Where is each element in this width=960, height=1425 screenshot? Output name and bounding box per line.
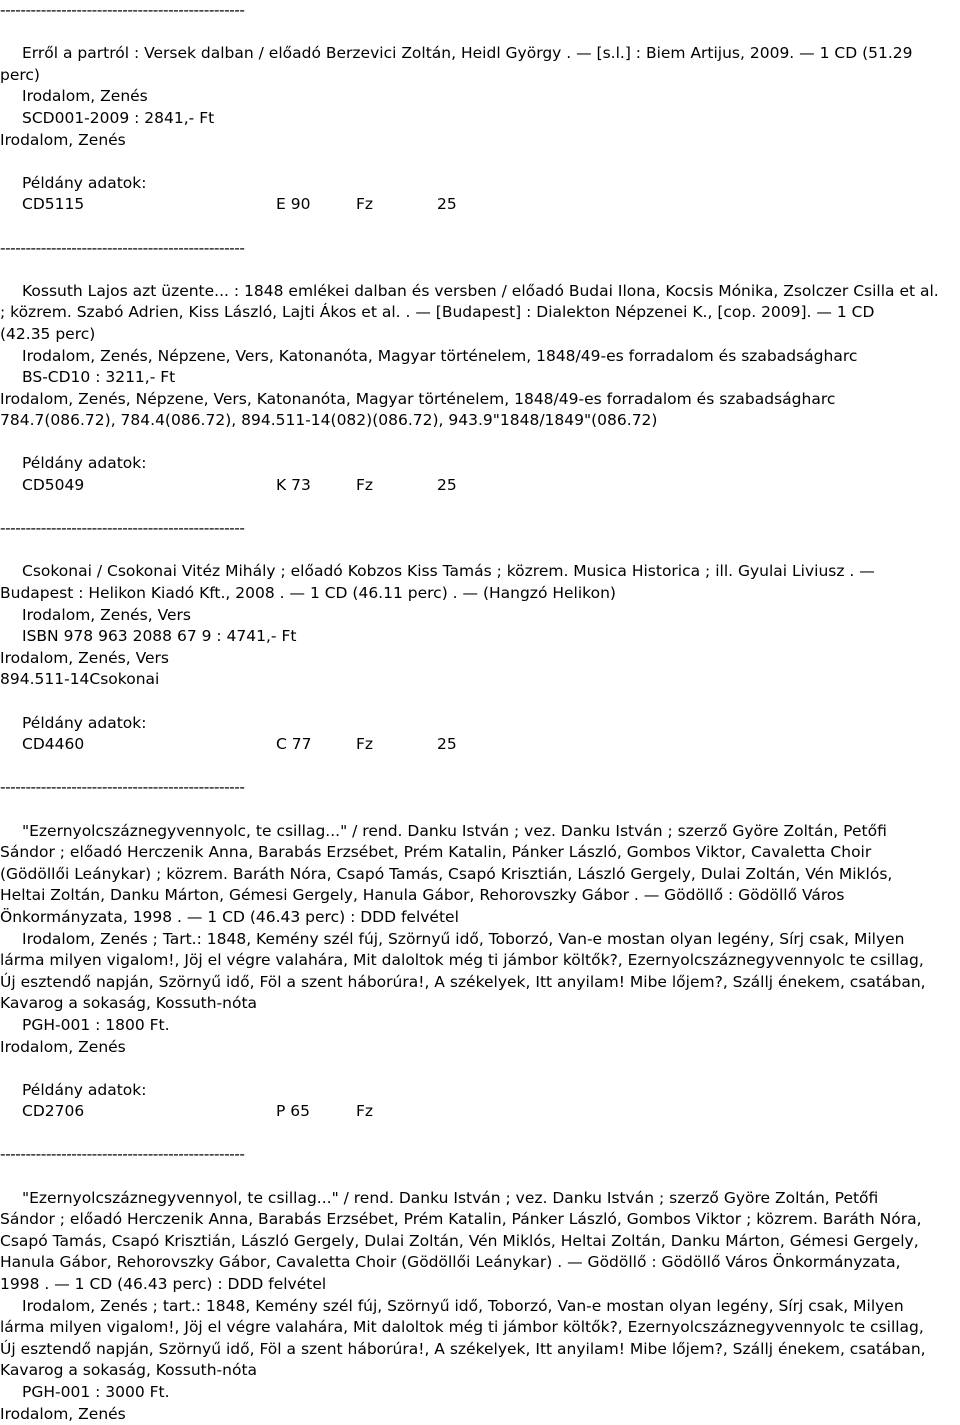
record-subject: Irodalom, Zenés, Népzene, Vers, Katonanóta, Magyar történelem, 1848/49-es forradalom és szabadságharc <box>0 389 836 408</box>
record-contents-line: Irodalom, Zenés ; tart.: 1848, Kemény szél fúj, Szörnyű idő, Toborzó, Van-e mostan olyan legény, Sírj csak, Milyen <box>22 1296 904 1315</box>
record-separator: ------------------------------------------------ <box>0 778 245 797</box>
record-contents-line: Új esztendő napján, Szörnyű idő, Föl a szent háborúra!, A székelyek, Itt anyilam! Mibe lőjem?, Szállj énekem, csatában, <box>0 1339 926 1358</box>
copy-row <box>0 194 960 216</box>
record-title-line: Hanula Gábor, Rehorovszky Gábor, Cavaletta Choir (Gödöllői Leánykar) . — Gödöllő : Gödöllő Város Önkormányzata, <box>0 1253 901 1272</box>
copy-status: Fz <box>356 195 374 214</box>
record-classification: 894.511-14Csokonai <box>0 670 160 689</box>
record-title-line: ; közrem. Szabó Adrien, Kiss László, Lajti Ákos et al. . — [Budapest] : Dialekton Népzenei K., [cop. 2009]. — 1 CD <box>0 303 875 322</box>
copy-id: CD5049 <box>22 476 85 495</box>
record-subject-indented: Irodalom, Zenés, Vers <box>22 605 191 624</box>
record-title-line: Erről a partról : Versek dalban / előadó Berzevici Zoltán, Heidl György . — [s.l.] : Biem Artijus, 2009. — 1 CD (51.29 <box>22 44 913 63</box>
copy-id: CD5115 <box>22 195 85 214</box>
record-title-line: (42.35 perc) <box>0 324 96 343</box>
record-contents-line: Kavarog a sokaság, Kossuth-nóta <box>0 1361 258 1380</box>
record-price: BS-CD10 : 3211,- Ft <box>22 368 176 387</box>
record-subject: Irodalom, Zenés <box>0 1037 126 1056</box>
copy-count: 25 <box>437 195 457 214</box>
record-title-line: Sándor ; előadó Herczenik Anna, Barabás Erzsébet, Prém Katalin, Pánker László, Gombos Viktor, Cavaletta Choir <box>0 843 872 862</box>
record-contents-line: Irodalom, Zenés ; Tart.: 1848, Kemény szél fúj, Szörnyű idő, Toborzó, Van-e mostan olyan legény, Sírj csak, Milyen <box>22 929 905 948</box>
record-subject: Irodalom, Zenés, Vers <box>0 648 169 667</box>
record-separator: ------------------------------------------------ <box>0 238 245 257</box>
record-contents-line: Kavarog a sokaság, Kossuth-nóta <box>0 994 258 1013</box>
record-price: PGH-001 : 1800 Ft. <box>22 1015 170 1034</box>
record-title-line: "Ezernyolcszáznegyvennyol, te csillag..." / rend. Danku István ; vez. Danku István ; szerző Györe Zoltán, Petőfi <box>22 1188 879 1207</box>
copies-label: Példány adatok: <box>22 454 147 473</box>
record-title-line: perc) <box>0 65 40 84</box>
record-subject-indented: Irodalom, Zenés, Népzene, Vers, Katonanóta, Magyar történelem, 1848/49-es forradalom és szabadságharc <box>22 346 858 365</box>
copies-label: Példány adatok: <box>22 713 147 732</box>
record-separator: ------------------------------------------------ <box>0 1145 245 1164</box>
copy-id: CD4460 <box>22 735 85 754</box>
copy-count: 25 <box>437 476 457 495</box>
record-subject: Irodalom, Zenés <box>0 1404 126 1423</box>
record-subject: Irodalom, Zenés <box>0 130 126 149</box>
record-price: SCD001-2009 : 2841,- Ft <box>22 108 215 127</box>
record-title-line: "Ezernyolcszáznegyvennyolc, te csillag..." / rend. Danku István ; vez. Danku István ; szerző Györe Zoltán, Petőfi <box>22 821 887 840</box>
copy-status: Fz <box>356 1102 374 1121</box>
record-title-line: Csapó Tamás, Csapó Krisztián, László Gergely, Dulai Zoltán, Vén Miklós, Heltai Zoltán, Danku Márton, Gémesi Gergely, <box>0 1231 919 1250</box>
record-subject-indented: Irodalom, Zenés <box>22 87 148 106</box>
record-title-line: Heltai Zoltán, Danku Márton, Gémesi Gergely, Hanula Gábor, Rehorovszky Gábor . — Gödöllő : Gödöllő Város <box>0 886 845 905</box>
copy-count: 25 <box>437 735 457 754</box>
copy-row <box>0 1101 960 1123</box>
record-title-line: Kossuth Lajos azt üzente... : 1848 emlékei dalban és versben / előadó Budai Ilona, Kocsis Mónika, Zsolczer Csilla et al. <box>22 281 939 300</box>
record-classification: 784.7(086.72), 784.4(086.72), 894.511-14(082)(086.72), 943.9"1848/1849"(086.72) <box>0 411 658 430</box>
record-title-line: Csokonai / Csokonai Vitéz Mihály ; előadó Kobzos Kiss Tamás ; közrem. Musica Historica ; ill. Gyulai Liviusz . — <box>22 562 875 581</box>
copy-status: Fz <box>356 476 374 495</box>
record-title-line: (Gödöllői Leánykar) ; közrem. Baráth Nóra, Csapó Tamás, Csapó Krisztián, László Gergely, Dulai Zoltán, Vén Miklós, <box>0 864 893 883</box>
record-price: PGH-001 : 3000 Ft. <box>22 1383 170 1401</box>
record-title-line: 1998 . — 1 CD (46.43 perc) : DDD felvétel <box>0 1275 327 1294</box>
copies-label: Példány adatok: <box>22 173 147 192</box>
copy-status: Fz <box>356 735 374 754</box>
copy-row <box>0 475 960 497</box>
copies-label: Példány adatok: <box>22 1080 147 1099</box>
record-price: ISBN 978 963 2088 67 9 : 4741,- Ft <box>22 627 297 646</box>
record-title-line: Sándor ; előadó Herczenik Anna, Barabás Erzsébet, Prém Katalin, Pánker László, Gombos Viktor ; közrem. Baráth Nóra, <box>0 1210 922 1229</box>
record-separator: ------------------------------------------------ <box>0 1 245 19</box>
copy-row <box>0 734 960 756</box>
record-contents-line: lárma milyen vigalom!, Jöj el végre valahára, Mit daloltok még ti jámbor költők?, Ezernyolcszáznegyvennyolc te csillag, <box>0 951 924 970</box>
copy-location: E 90 <box>276 195 311 214</box>
copy-id: CD2706 <box>22 1102 85 1121</box>
record-separator: ------------------------------------------------ <box>0 519 245 538</box>
copy-location: K 73 <box>276 476 311 495</box>
record-contents-line: Új esztendő napján, Szörnyű idő, Föl a szent háborúra!, A székelyek, Itt anyilam! Mibe lőjem?, Szállj énekem, csatában, <box>0 972 926 991</box>
record-contents-line: lárma milyen vigalom!, Jöj el végre valahára, Mit daloltok még ti jámbor költők?, Ezernyolcszáznegyvennyolc te csillag, <box>0 1318 924 1337</box>
copy-location: C 77 <box>276 735 312 754</box>
record-title-line: Budapest : Helikon Kiadó Kft., 2008 . — 1 CD (46.11 perc) . — (Hangzó Helikon) <box>0 584 616 603</box>
copy-location: P 65 <box>276 1102 310 1121</box>
record-title-line: Önkormányzata, 1998 . — 1 CD (46.43 perc) : DDD felvétel <box>0 907 459 926</box>
